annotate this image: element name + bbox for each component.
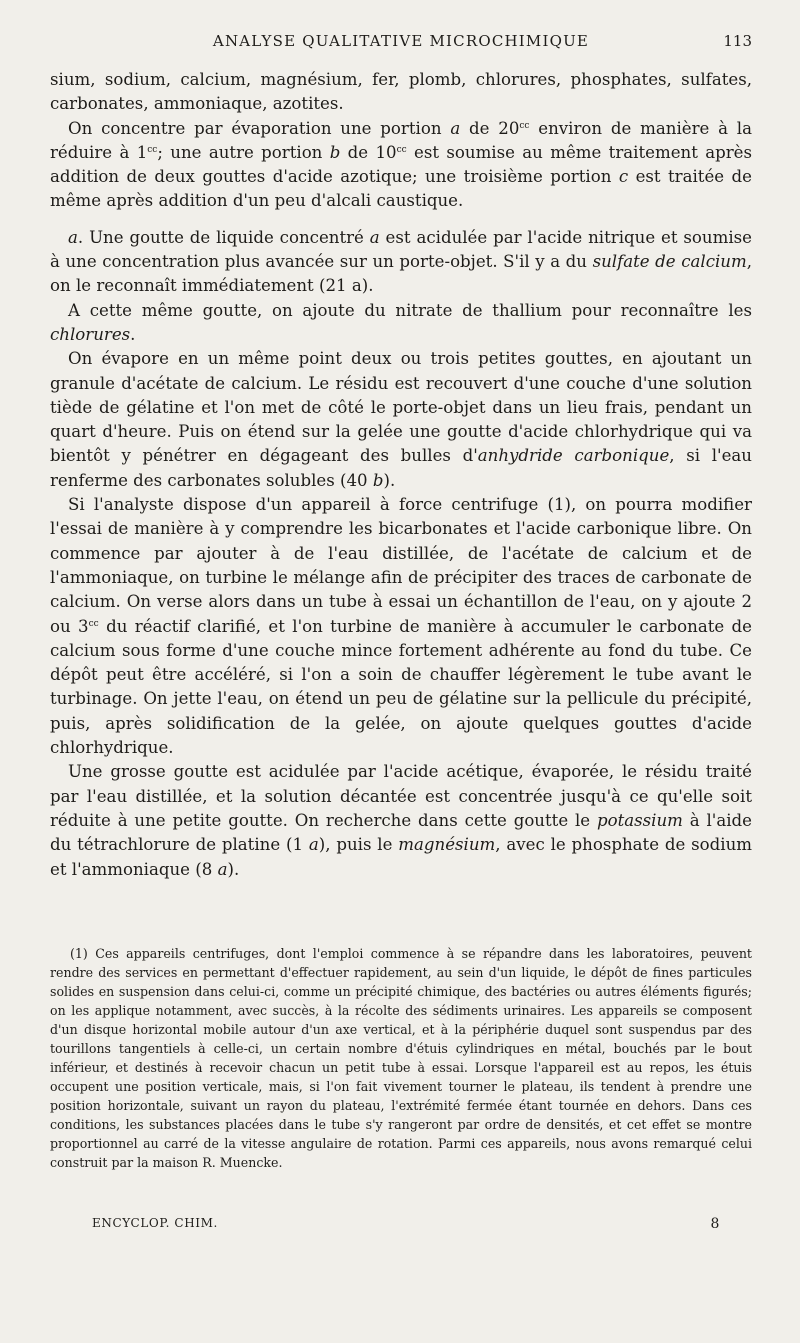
paragraph: [50, 117, 752, 214]
italic-term: chlorures: [50, 324, 131, 344]
italic-term: b: [372, 470, 384, 490]
paragraph: [50, 68, 752, 117]
signature-number: 8: [710, 1216, 720, 1232]
text-run: ).: [227, 859, 240, 879]
italic-term: magnésium: [398, 835, 496, 855]
text-run: est traitée de même après addition d'un peu d'alcali caustique.: [50, 167, 752, 211]
italic-term: c: [618, 167, 629, 187]
main-text: [50, 68, 752, 882]
superscript-unit: cc: [88, 618, 99, 629]
superscript-unit: cc: [396, 144, 407, 155]
text-run: . Une goutte de liquide concentré: [77, 227, 370, 247]
text-run: , on le reconnaît immédiatement (21 a).: [50, 252, 752, 296]
text-run: ).: [383, 470, 396, 490]
page-number: 113: [723, 32, 752, 50]
text-run: , si l'eau renferme des carbonates solubles (40: [50, 446, 752, 490]
text-run: de 20: [460, 118, 520, 138]
running-header: [50, 30, 752, 58]
text-run: ; une autre portion: [157, 142, 330, 162]
text-run: environ de manière à la réduire à 1: [50, 118, 753, 162]
text-run: sium, sodium, calcium, magnésium, fer, plomb, chlorures, phosphates, sulfates, carbonates, ammoniaque, azotites.: [50, 70, 752, 114]
italic-term: anhydride carbonique: [477, 446, 670, 466]
paragraph: [50, 760, 752, 881]
footnote: [50, 944, 752, 1172]
signature-mark: ENCYCLOP. CHIM.: [92, 1216, 218, 1230]
italic-term: a: [369, 227, 380, 247]
text-run: de 10: [340, 142, 397, 162]
italic-term: a: [68, 227, 78, 247]
text-run: Si l'analyste dispose d'un appareil à force centrifuge (1), on pourra modifier l'essai de manière à y comprendre les bicarbonates et l'acide carbonique libre. On commence par ajouter à de l'eau distillée, de l'acétate de calcium et de l'ammoniaque, on turbine le mélange afin de précipiter des traces de carbonate de calcium. On verse alors dans un tube à essai un échantillon de l'eau, on y ajoute 2 ou 3: [50, 495, 752, 636]
italic-term: potassium: [596, 810, 683, 830]
text-run: , avec le phosphate de sodium et l'ammoniaque (8: [50, 835, 753, 879]
paragraph: [50, 299, 752, 348]
italic-term: b: [329, 142, 341, 162]
page-footer: [92, 1216, 720, 1238]
italic-term: a: [217, 859, 228, 879]
text-run: ), puis le: [318, 835, 399, 855]
text-run: à l'aide du tétrachlorure de platine (1: [50, 810, 752, 855]
text-run: A cette même goutte, on ajoute du nitrate de thallium pour reconnaître les: [68, 300, 752, 320]
italic-term: a: [450, 118, 461, 138]
text-run: .: [130, 324, 136, 344]
italic-term: a: [308, 835, 319, 855]
running-title: ANALYSE QUALITATIVE MICROCHIMIQUE: [212, 32, 590, 50]
italic-term: sulfate de calcium: [592, 252, 747, 272]
footnote-text: (1) Ces appareils centrifuges, dont l'emploi commence à se répandre dans les laboratoires, peuvent rendre des services en permettant d'effectuer rapidement, au sein d'un liquide, le dépôt de fines particules solides en suspension dans celui-ci, comme un précipité chimique, des bactéries ou autres éléments figurés; on les applique notamment, avec succès, à la récolte des sédiments urinaires. Les appareils se composent d'un disque horizontal mobile autour d'un axe vertical, et à la périphérie duquel sont suspendus par des tourillons tangentiels à celle-ci, un certain nombre d'étuis cylindriques en métal, bouchés par le bout inférieur, et destinés à recevoir chacun un petit tube à essai. Lorsque l'appareil est au repos, les étuis occupent une position verticale, mais, si l'on fait vivement tourner le plateau, ils tendent à prendre une position horizontale, suivant un rayon du plateau, l'extrémité fermée étant tournée en dehors. Dans ces conditions, les substances placées dans le tube s'y rangeront par ordre de densités, et cet effet se montre proportionnel au carré de la vitesse angulaire de rotation. Parmi ces appareils, nous avons remarqué celui construit par la maison R. Muencke.: [50, 946, 752, 1170]
paragraph: [50, 226, 752, 299]
paragraph: [50, 347, 752, 493]
text-run: est soumise au même traitement après addition de deux gouttes d'acide azotique; une troisième portion: [50, 142, 752, 187]
text-run: est acidulée par l'acide nitrique et soumise à une concentration plus avancée sur un porte-objet. S'il y a du: [50, 227, 752, 272]
superscript-unit: cc: [147, 144, 158, 155]
text-run: On évapore en un même point deux ou trois petites gouttes, en ajoutant un granule d'acétate de calcium. Le résidu est recouvert d'une couche d'une solution tiède de gélatine et l'on met de côté le porte-objet dans un lieu frais, pendant un quart d'heure. Puis on étend sur la gelée une goutte d'acide chlorhydrique qui va bientôt y pénétrer en dégageant des bulles d': [50, 349, 752, 466]
text-run: du réactif clarifié, et l'on turbine de manière à accumuler le carbonate de calcium sous forme d'une couche mince fortement adhérente au fond du tube. Ce dépôt peut être accéléré, si l'on a soin de chauffer légèrement le tube avant le turbinage. On jette l'eau, on étend un peu de gélatine sur la pellicule du précipité, puis, après solidification de la gelée, on ajoute quelques gouttes d'acide chlorhydrique.: [50, 616, 753, 758]
text-run: On concentre par évaporation une portion: [68, 118, 451, 138]
superscript-unit: cc: [519, 120, 530, 131]
text-run: Une grosse goutte est acidulée par l'acide acétique, évaporée, le résidu traité par l'eau distillée, et la solution décantée est concentrée jusqu'à ce qu'elle soit réduite à une petite goutte. On recherche dans cette goutte le: [50, 762, 752, 830]
paragraph: [50, 493, 752, 760]
